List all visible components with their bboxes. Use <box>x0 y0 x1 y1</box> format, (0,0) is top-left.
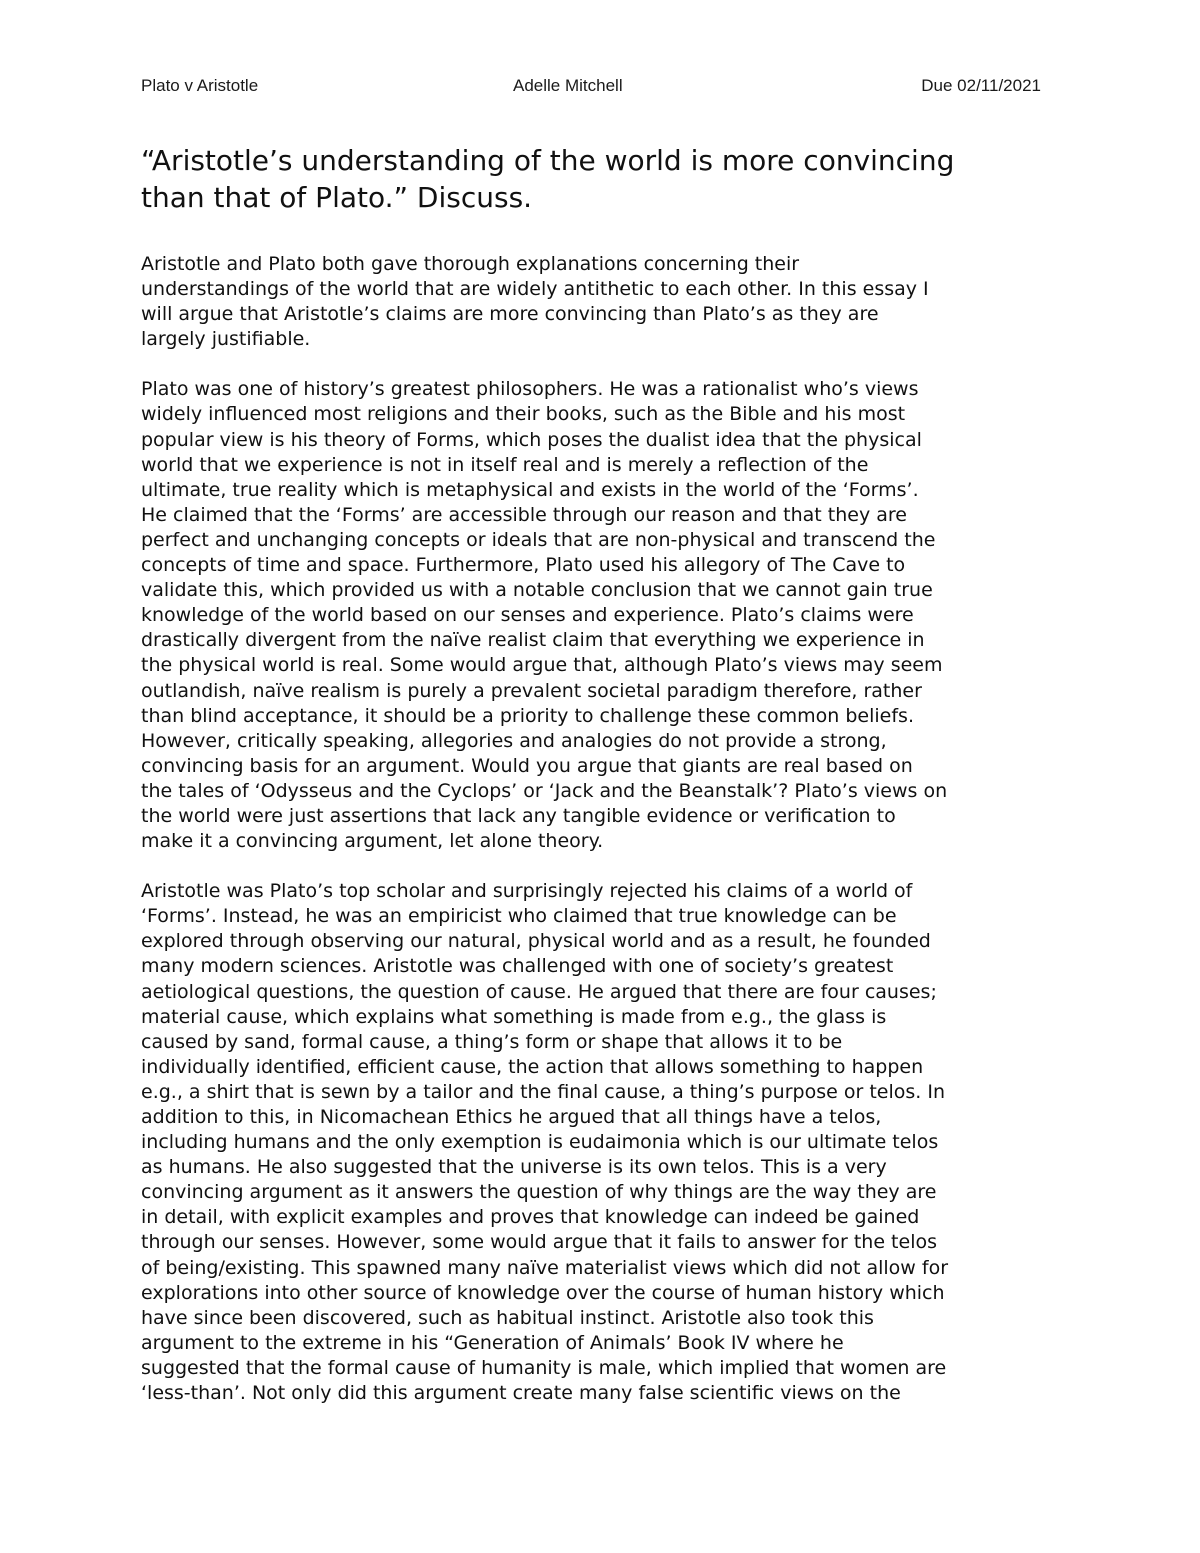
page-header <box>141 74 1041 98</box>
essay-body <box>141 252 1071 1431</box>
paragraph-plato: Plato was one of history’s greatest philosophers. He was a rationalist who’s views widely influenced most religions and their books, such as the Bible and his most popular view is his theory of Forms, which poses the dualist idea that the physical world that we experience is not in itself real and is merely a reflection of the ultimate, true reality which is metaphysical and exists in the world of the ‘Forms’. He claimed that the ‘Forms’ are accessible through our reason and that they are perfect and unchanging concepts or ideals that are non-physical and transcend the concepts of time and space. Furthermore, Plato used his allegory of The Cave to validate this, which provided us with a notable conclusion that we cannot gain true knowledge of the world based on our senses and experience. Plato’s claims were drastically divergent from the naïve realist claim that everything we experience in the physical world is real. Some would argue that, although Plato’s views may seem outlandish, naïve realism is purely a prevalent societal paradigm therefore, rather than blind acceptance, it should be a priority to challenge these common beliefs. However, critically speaking, allegories and analogies do not provide a strong, convincing basis for an argument. Would you argue that giants are real based on the tales of ‘Odysseus and the Cyclops’ or ‘Jack and the Beanstalk’? Plato’s views on the world were just assertions that lack any tangible evidence or verification to make it a convincing argument, let alone theory. <box>141 378 948 853</box>
header-essay-title: Plato v Aristotle <box>141 76 259 95</box>
paragraph-aristotle: Aristotle was Plato’s top scholar and surprisingly rejected his claims of a world of ‘Forms’. Instead, he was an empiricist who claimed that true knowledge can be explored through observing our natural, physical world and as a result, he founded many modern sciences. Aristotle was challenged with one of society’s greatest aetiological questions, the question of cause. He argued that there are four causes; material cause, which explains what something is made from e.g., the glass is caused by sand, formal cause, a thing’s form or shape that allows it to be individually identified, efficient cause, the action that allows something to happen e.g., a shirt that is sewn by a tailor and the final cause, a thing’s purpose or telos. In addition to this, in Nicomachean Ethics he argued that all things have a telos, including humans and the only exemption is eudaimonia which is our ultimate telos as humans. He also suggested that the universe is its own telos. This is a very convincing argument as it answers the question of why things are the way they are in detail, with explicit examples and proves that knowledge can indeed be gained through our senses. However, some would argue that it fails to answer for the telos of being/existing. This spawned many naïve materialist views which did not allow for explorations into other source of knowledge over the course of human history which have since been discovered, such as habitual instinct. Aristotle also took this argument to the extreme in his “Generation of Animals’ Book IV where he suggested that the formal cause of humanity is male, which implied that women are ‘less-than’. Not only did this argument create many false scientific views on the <box>141 880 948 1405</box>
essay-question-title: “Aristotle’s understanding of the world is more convincing than that of Plato.” Discuss. <box>141 144 955 214</box>
paragraph-introduction: Aristotle and Plato both gave thorough explanations concerning their understandings of the world that are widely antithetic to each other. In this essay I will argue that Aristotle’s claims are more convincing than Plato’s as they are largely justifiable. <box>141 253 929 351</box>
header-due-date: Due 02/11/2021 <box>921 76 1041 95</box>
header-author-name: Adelle Mitchell <box>513 76 623 95</box>
